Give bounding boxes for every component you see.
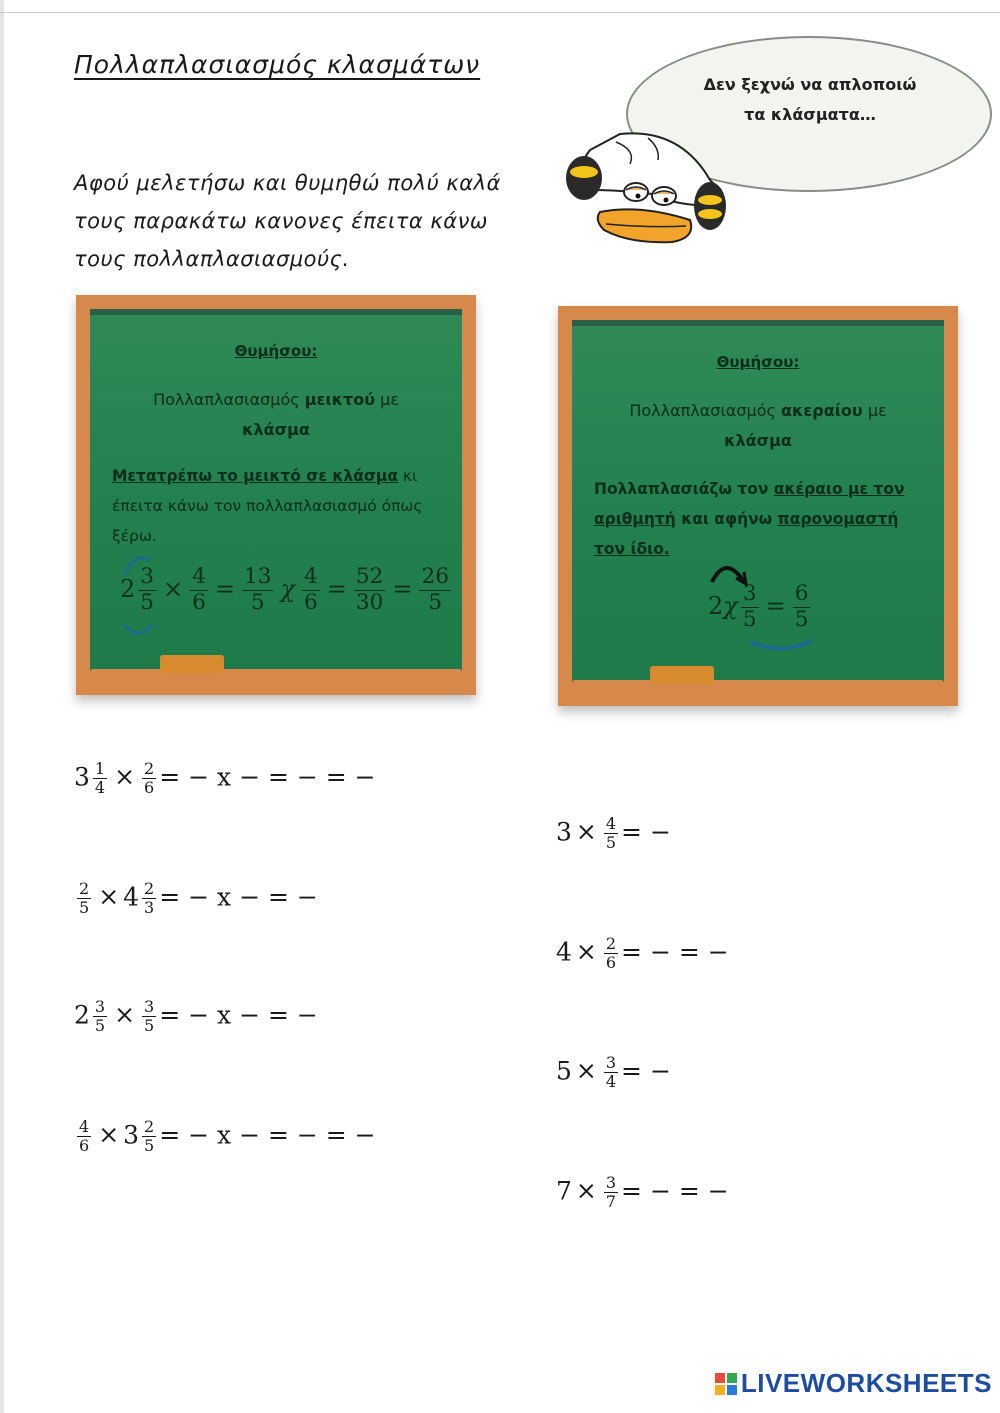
whole-number: 3 (556, 817, 572, 847)
equals-sign: = (392, 574, 413, 603)
fraction (142, 880, 156, 918)
exercise-left-4 (74, 1118, 376, 1156)
rule-text-part: Πολλαπλασιάζω τον (594, 480, 774, 498)
numerator: 52 (355, 564, 384, 589)
answer-blanks[interactable]: = − (621, 817, 671, 847)
fraction (604, 1054, 618, 1092)
operator: × (114, 762, 136, 792)
heading-bold-text: ακεραίου (780, 401, 863, 420)
denominator: 6 (304, 589, 318, 615)
answer-blanks[interactable]: = − x − = − = − (159, 762, 376, 792)
answer-blanks[interactable]: = − x − = − (159, 1000, 318, 1030)
whole-number: 4 (123, 882, 140, 912)
operator: × (575, 1056, 597, 1086)
whole-number: 5 (556, 1056, 572, 1086)
fraction (604, 935, 618, 973)
exercise-left-3 (74, 998, 318, 1036)
answer-blanks[interactable]: = − = − (621, 1176, 729, 1206)
equals-sign: = (214, 574, 235, 603)
denominator: 5 (428, 589, 443, 615)
denominator: 5 (794, 606, 809, 632)
denominator: 5 (140, 589, 155, 615)
operator: χ (723, 591, 738, 620)
exercise-right-3 (556, 1054, 671, 1092)
example-fraction (302, 565, 320, 616)
rule-bold-text: Μετατρέπω το μεικτό σε κλάσμα (112, 467, 398, 485)
example-fraction (354, 565, 385, 616)
fraction (604, 815, 618, 853)
fraction (93, 998, 107, 1036)
numerator: 4 (192, 564, 206, 589)
rule-heading (572, 396, 944, 456)
denominator: 5 (605, 833, 617, 853)
eraser (650, 666, 714, 684)
exercise-left-2 (74, 880, 318, 918)
denominator: 5 (94, 1016, 106, 1036)
numerator: 2 (144, 879, 155, 898)
numerator: 3 (605, 1053, 617, 1072)
fraction (93, 760, 107, 798)
answer-blanks[interactable]: = − x − = − = − (159, 1120, 376, 1150)
heading-text: Πολλαπλασιασμός (153, 390, 305, 409)
heading-text-tail: με (862, 401, 887, 420)
chalkboard-integer (558, 306, 958, 706)
denominator: 4 (94, 778, 106, 798)
numerator: 3 (94, 997, 106, 1016)
fraction (77, 880, 91, 918)
operator: χ (280, 574, 296, 603)
heading-bold-text: μεικτού (304, 390, 375, 409)
rule-bold-text: παρονομαστή τον ίδιο. (594, 510, 899, 558)
example-whole: 2 (708, 591, 724, 620)
numerator: 4 (304, 564, 318, 589)
scan-edge (0, 0, 4, 1413)
denominator: 5 (79, 898, 90, 918)
fraction (142, 998, 156, 1036)
heading-line-2: κλάσμα (724, 431, 792, 450)
operator: × (98, 882, 120, 912)
operator: × (114, 1000, 136, 1030)
page-title: Πολλαπλασιασμός κλασμάτων (74, 50, 481, 79)
numerator: 2 (144, 759, 155, 778)
top-border-line (0, 12, 1000, 13)
fraction (77, 1118, 91, 1156)
answer-blanks[interactable]: = − = − (621, 937, 729, 967)
numerator: 3 (742, 581, 757, 606)
denominator: 6 (79, 1136, 90, 1156)
example-fraction (242, 565, 273, 616)
exercise-right-1 (556, 815, 671, 853)
whole-number: 3 (123, 1120, 140, 1150)
speech-line-1: Δεν ξεχνώ να απλοποιώ (703, 75, 917, 94)
numerator: 3 (605, 1173, 617, 1192)
example-fraction (190, 565, 208, 616)
denominator: 5 (144, 1136, 155, 1156)
fraction (142, 760, 156, 798)
intro-text: Αφού μελετήσω και θυμηθώ πολύ καλά τους παρακάτω κανονες έπειτα κάνω τους πολλαπλασιασμούς. (74, 171, 501, 271)
denominator: 6 (192, 589, 206, 615)
fraction (142, 1118, 156, 1156)
exercise-right-4 (556, 1174, 729, 1212)
fraction (604, 1174, 618, 1212)
numerator: 13 (244, 564, 272, 589)
example-whole: 2 (120, 574, 136, 603)
denominator: 6 (144, 778, 155, 798)
board-example-equation (120, 565, 454, 616)
eraser (160, 655, 224, 673)
denominator: 6 (605, 953, 617, 973)
rule-text-part: και αφήνω (675, 510, 778, 528)
rule-text (594, 474, 922, 564)
denominator: 30 (355, 589, 384, 615)
whole-number: 3 (74, 762, 90, 792)
footer-brand-text: LIVEWORKSHEETS (740, 1368, 992, 1398)
chalk-tray (572, 680, 944, 694)
operator: × (98, 1120, 120, 1150)
curved-arrow-icon (704, 552, 824, 662)
numerator: 2 (144, 1117, 155, 1136)
operator: × (163, 574, 184, 603)
numerator: 4 (605, 814, 617, 833)
remember-label: Θυμήσου: (234, 342, 318, 360)
numerator: 3 (140, 564, 155, 589)
chalkboard-mixed-number (76, 295, 476, 695)
curved-arrow-icon (116, 545, 156, 645)
heading-line-2: κλάσμα (242, 420, 310, 439)
denominator: 7 (605, 1192, 617, 1212)
numerator: 2 (605, 934, 617, 953)
example-fraction (419, 565, 450, 616)
exercise-left-1 (74, 760, 376, 798)
rule-rest-text: κι έπειτα κάνω τον πολλαπλασιασμό όπως ξέρω. (112, 467, 423, 545)
numerator: 4 (79, 1117, 90, 1136)
duck-illustration (560, 120, 730, 250)
numerator: 6 (794, 581, 809, 606)
denominator: 5 (742, 606, 757, 632)
operator: × (575, 817, 597, 847)
whole-number: 2 (74, 1000, 90, 1030)
numerator: 3 (144, 997, 155, 1016)
equals-sign: = (765, 591, 786, 620)
liveworksheets-logo[interactable] (715, 1368, 992, 1399)
remember-label: Θυμήσου: (716, 353, 800, 371)
numerator: 26 (421, 564, 449, 589)
heading-text: Πολλαπλασιασμός (629, 401, 781, 420)
exercise-right-2 (556, 935, 729, 973)
numerator: 2 (79, 879, 90, 898)
rule-heading (90, 385, 462, 445)
answer-blanks[interactable]: = − x − = − (159, 882, 318, 912)
denominator: 4 (605, 1072, 617, 1092)
rule-text (112, 461, 440, 551)
operator: × (575, 1176, 597, 1206)
speech-line-2: τα κλάσματα… (744, 105, 876, 124)
heading-text-tail: με (375, 390, 399, 409)
chalk-tray (90, 669, 462, 683)
whole-number: 4 (556, 937, 572, 967)
operator: × (575, 937, 597, 967)
whole-number: 7 (556, 1176, 572, 1206)
denominator: 3 (144, 898, 155, 918)
equals-sign: = (326, 574, 347, 603)
denominator: 5 (250, 589, 265, 615)
numerator: 1 (94, 759, 106, 778)
liveworksheets-icon (715, 1373, 737, 1395)
rule-bold-text: ακέραιο με τον αριθμητή (594, 480, 905, 528)
answer-blanks[interactable]: = − (621, 1056, 671, 1086)
denominator: 5 (144, 1016, 155, 1036)
